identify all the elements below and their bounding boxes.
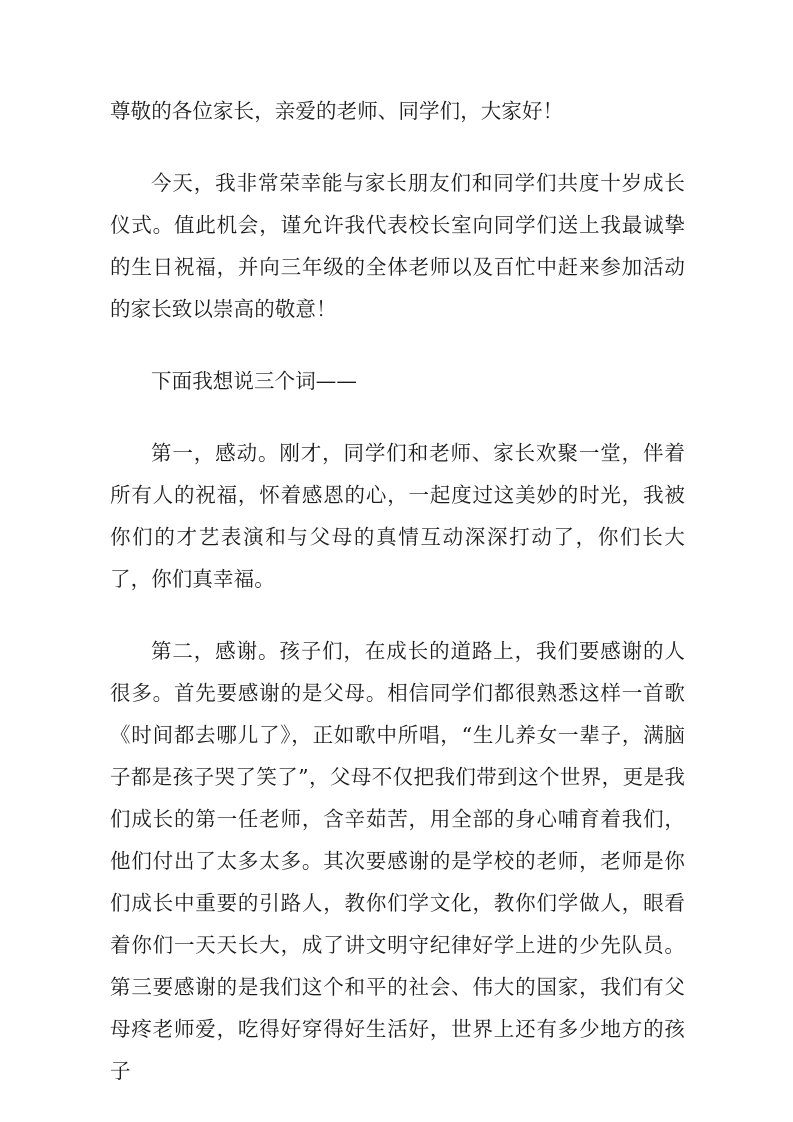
- paragraph-salutation: 尊敬的各位家长，亲爱的老师、同学们，大家好！: [110, 99, 564, 123]
- document-text-body: [110, 90, 685, 1092]
- paragraph-spacer: [110, 132, 685, 162]
- paragraph-three-words-intro: 下面我想说三个词——: [151, 369, 357, 393]
- paragraph-spacer: [110, 402, 685, 432]
- paragraph-second-point-thanks: 第二，感谢。孩子们，在成长的道路上，我们要感谢的人很多。首先要感谢的是父母。相信同学们都很熟悉这样一首歌《时间都去哪儿了》，正如歌中所唱，“生儿养女一辈子，满脑子都是孩子哭了笑了”，父母不仅把我们带到这个世界，更是我们成长的第一任老师，含辛茹苦，用全部的身心哺育着我们，他们付出了太多太多。其次要感谢的是学校的老师，老师是你们成长中重要的引路人，教你们学文化，教你们学做人，眼看着你们一天天长大，成了讲文明守纪律好学上进的少先队员。第三要感谢的是我们这个和平的社会、伟大的国家，我们有父母疼老师爱，吃得好穿得好生活好，世界上还有多少地方的孩子: [110, 639, 685, 1083]
- paragraph-spacer: [110, 600, 685, 630]
- paragraph-opening-remarks: 今天，我非常荣幸能与家长朋友们和同学们共度十岁成长仪式。值此机会，谨允许我代表校长室向同学们送上我最诚挚的生日祝福，并向三年级的全体老师以及百忙中赶来参加活动的家长致以崇高的敬意！: [110, 171, 685, 321]
- paragraph-first-point-moved: 第一，感动。刚才，同学们和老师、家长欢聚一堂，伴着所有人的祝福，怀着感恩的心，一起度过这美妙的时光，我被你们的才艺表演和与父母的真情互动深深打动了，你们长大了，你们真幸福。: [110, 441, 685, 591]
- paragraph-spacer: [110, 330, 685, 360]
